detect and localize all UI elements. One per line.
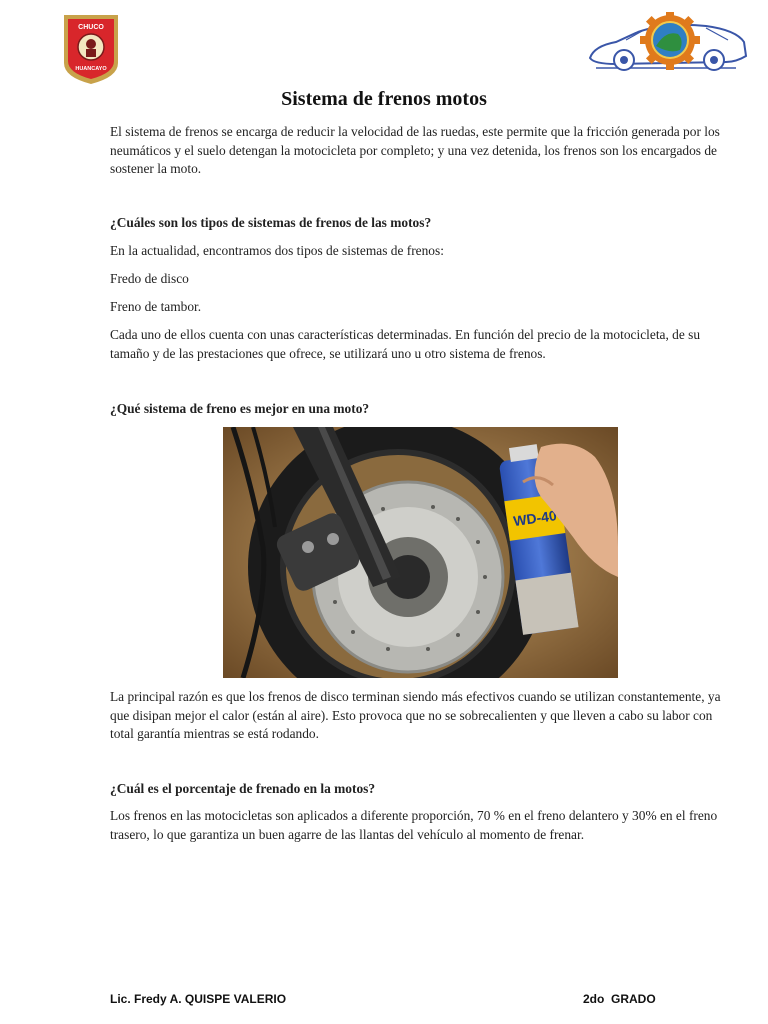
types-intro: En la actualidad, encontramos dos tipos de sistemas de frenos: [110,243,444,258]
can-label: WD-40 [512,507,558,530]
question-types: ¿Cuáles son los tipos de sistemas de frenos de las motos? [110,215,432,230]
type-disc: Fredo de disco [110,271,189,286]
footer-grade: 2do GRADO [583,992,656,1006]
crest-bottom-text: HUANCAYO [75,66,107,72]
question-percentage: ¿Cuál es el porcentaje de frenado en la motos? [110,781,376,796]
intro-paragraph: El sistema de frenos se encarga de reducir la velocidad de las ruedas, este permite que la fricción generada por los neumáticos y el suelo detengan la motocicleta por completo; y una vez detenida, los frenos son los encargados de sostener la moto. [110,124,720,176]
school-crest-icon [62,13,120,85]
crest-top-text: CHUCO [78,24,104,31]
percentage-paragraph: Los frenos en las motocicletas son aplicados a diferente proporción, 70 % en el freno delantero y 30% en el freno trasero, lo que garantiza un buen agarre de las llantas del vehículo al momento de frenar. [110,808,718,842]
motorcycle-disc-brake-photo [223,427,618,678]
page-title: Sistema de frenos motos [281,88,487,110]
footer-author: Lic. Fredy A. QUISPE VALERIO [110,992,287,1006]
type-drum: Freno de tambor. [110,299,202,314]
car-gear-emblem-icon [586,12,748,74]
types-description: Cada uno de ellos cuenta con unas características determinadas. En función del precio de la motocicleta, de su tamaño y de las prestaciones que ofrece, se utilizará uno u otro sistema de frenos. [110,327,701,361]
question-best: ¿Qué sistema de freno es mejor en una moto? [110,401,370,416]
disc-advantage-paragraph: La principal razón es que los frenos de disco terminan siendo más efectivos cuando se utilizan constantemente, ya que disipan mejor el calor (están al aire). Esto provoca que no se sobrecalienten y que lleven a cabo su labor con total garantía mientras se está rodando. [110,689,721,741]
